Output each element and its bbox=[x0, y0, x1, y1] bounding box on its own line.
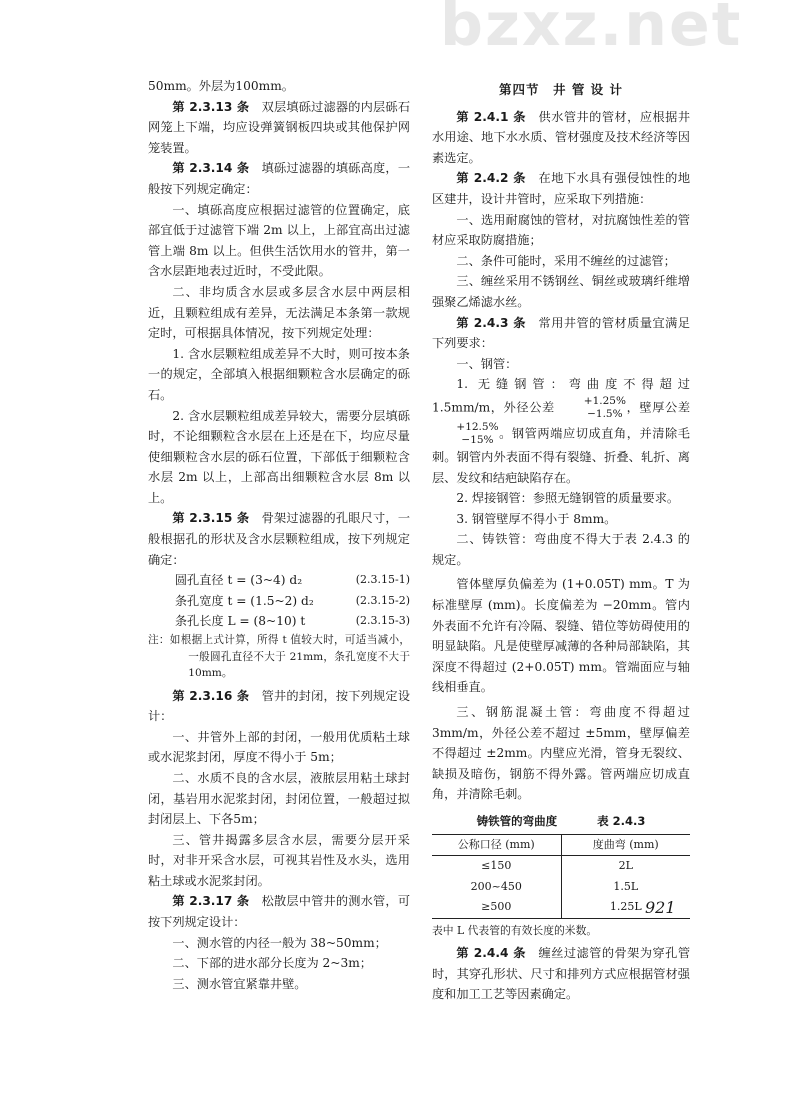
table-row bbox=[432, 856, 690, 877]
outer-diameter-tolerance bbox=[559, 395, 626, 421]
clause: 一、选用耐腐蚀的管材，对抗腐蚀性差的管材应采取防腐措施； bbox=[432, 212, 690, 248]
clause: 二、非均质含水层或多层含水层中两层相近，且颗粒组成有差异，无法满足本条第一款规定时，可根据具体情况，按下列规定处理： bbox=[148, 284, 410, 341]
section-title: 第四节 井 管 设 计 bbox=[498, 82, 624, 97]
paragraph: 50mm。外层为100mm。 bbox=[148, 79, 294, 93]
clause: 三、缠丝采用不锈钢丝、铜丝或玻璃纤维增强聚乙烯滤水丝。 bbox=[432, 274, 690, 309]
watermark: bzxz.net bbox=[440, 0, 743, 60]
table-cell: ≥500 bbox=[432, 897, 561, 918]
article-number: 第 2.3.15 条 bbox=[172, 511, 250, 526]
sub-clause: 2. 含水层颗粒组成差异较大，需要分层填砾时，不论细颗粒含水层在上还是在下，均应尽量使细颗粒含水层的砾石位置，下部低于细颗粒含水层 2m 以上，上部高出细颗粒含水层 8m 以上。 bbox=[148, 408, 410, 505]
formula-2 bbox=[148, 591, 410, 612]
article-number: 第 2.3.17 条 bbox=[172, 894, 250, 909]
table-cell: 1.5L bbox=[613, 879, 639, 893]
article-2-3-17 bbox=[148, 891, 410, 932]
table-caption bbox=[432, 811, 690, 832]
table-cell: 1.25L bbox=[561, 897, 690, 918]
article-number: 第 2.4.4 条 bbox=[456, 945, 526, 960]
page-number: 921 bbox=[645, 898, 676, 917]
formula-number: (2.3.15-2) bbox=[355, 593, 410, 607]
formula-text: 条孔长度 L = (8~10) t bbox=[174, 614, 306, 629]
formula-note: 注：如根据上式计算，所得 t 值较大时，可适当减小，一般圆孔直径不大于 21mm，条孔宽度不大于 10mm。 bbox=[148, 634, 410, 680]
article-2-3-15 bbox=[148, 508, 410, 570]
table-header: 度曲弯 (mm) bbox=[561, 834, 690, 856]
formula-number: (2.3.15-3) bbox=[355, 614, 410, 628]
clause: 二、铸铁管：弯曲度不得大于表 2.4.3 的规定。 bbox=[432, 532, 690, 567]
table-title: 铸铁管的弯曲度 bbox=[476, 814, 558, 828]
table-header: 公称口径 (mm) bbox=[432, 834, 561, 856]
right-column bbox=[432, 76, 690, 1005]
clause: 三、钢筋混凝土管：弯曲度不得超过 3mm/m，外径公差不超过 ±5mm，壁厚偏差不得超过 ±2mm。内壁应光滑，管身无裂纹、缺损及暗伤，钢筋不得外露。管两端应切成直角，并清除毛刺。 bbox=[432, 705, 690, 802]
article-text: 填砾过滤器的填砾高度，一般按下列规定确定： bbox=[148, 161, 411, 196]
article-number: 第 2.3.16 条 bbox=[172, 688, 250, 703]
article-text: 供水管井的管材，应根据井水用途、地下水水质、管材强度及技术经济等因素选定。 bbox=[432, 109, 691, 165]
article-2-4-1 bbox=[432, 107, 690, 169]
article-text: 常用井管的管材质量宜满足下列要求： bbox=[432, 315, 691, 351]
formula-number: (2.3.15-1) bbox=[355, 573, 410, 587]
table-cell: 2L bbox=[618, 859, 633, 873]
clause: 一、测水管的内径一般为 38~50mm； bbox=[172, 935, 387, 950]
clause: 二、条件可能时，采用不缠丝的过滤管； bbox=[456, 253, 676, 268]
article-number: 第 2.4.1 条 bbox=[456, 109, 526, 124]
clause: 一、钢管： bbox=[456, 356, 518, 371]
formula-3 bbox=[148, 611, 410, 632]
formula-text: 圆孔直径 t = (3~4) d₂ bbox=[174, 573, 303, 588]
article-2-3-13 bbox=[148, 97, 410, 159]
article-text: 双层填砾过滤器的内层砾石网笼上下端，均应设弹簧钢板四块或其他保护网笼装置。 bbox=[148, 99, 411, 155]
paragraph: 管体壁厚负偏差为 (1+0.05T) mm。T 为标准壁厚 (mm)。长度偏差为 −20mm。管内外表面不允许有冷隔、裂缝、错位等妨碍使用的明显缺陷。凡是使壁厚减薄的各种局部缺陷，其深度不得超过 (2+0.05T) mm。管端面应与轴线相垂直。 bbox=[432, 577, 690, 695]
table-row bbox=[432, 877, 690, 898]
clause: 三、测水管宜紧靠井壁。 bbox=[172, 976, 307, 991]
table-number: 表 2.4.3 bbox=[597, 814, 646, 828]
article-number: 第 2.4.2 条 bbox=[456, 171, 526, 186]
article-2-3-16 bbox=[148, 686, 410, 727]
article-2-4-4 bbox=[432, 943, 690, 1005]
article-text: 缠丝过滤管的骨架为穿孔管时，其穿孔形状、尺寸和排列方式应根据管材强度和加工工艺等因素确定。 bbox=[432, 945, 691, 1002]
article-text: 管井的封闭，按下列规定设计： bbox=[148, 688, 411, 724]
clause-text: ，壁厚公差 bbox=[625, 400, 691, 415]
tolerance-upper: +1.25% bbox=[583, 394, 626, 407]
table-cell: ≤150 bbox=[432, 856, 561, 877]
tolerance-lower: −15% bbox=[461, 433, 494, 446]
clause: 一、井管外上部的封闭，一般用优质粘土球或水泥浆封闭，厚度不得小于 5m； bbox=[148, 729, 410, 765]
left-column bbox=[148, 76, 410, 994]
article-2-4-2 bbox=[432, 168, 690, 209]
table-note: 表中 L 代表管的有效长度的米数。 bbox=[432, 923, 598, 937]
sub-clause: 1. 含水层颗粒组成差异不大时，则可按本条一的规定，全部填入根据细颗粒含水层确定的砾石。 bbox=[148, 346, 410, 402]
article-text: 骨架过滤器的孔眼尺寸，一般根据孔的形状及含水层颗粒组成，按下列规定确定： bbox=[148, 511, 411, 567]
sub-clause: 3. 钢管壁厚不得小于 8mm。 bbox=[456, 511, 617, 526]
wall-thickness-tolerance bbox=[432, 421, 499, 447]
clause-text: 。钢管两端应切成直角，并清除毛刺。钢管内外表面不得有裂缝、折叠、轧折、离层、发纹和结疤缺陷存在。 bbox=[432, 426, 690, 485]
article-number: 第 2.3.14 条 bbox=[172, 161, 250, 176]
article-text: 在地下水具有强侵蚀性的地区建井，设计井管时，应采取下列措施： bbox=[432, 171, 691, 206]
table-cell: 200~450 bbox=[432, 877, 561, 898]
formula-1 bbox=[148, 570, 410, 591]
clause: 一、填砾高度应根据过滤管的位置确定，底部宜低于过滤管下端 2m 以上，上部宜高出过滤管上端 8m 以上。但供生活饮用水的管井，第一含水层距地表过近时，不受此限。 bbox=[148, 202, 410, 279]
article-number: 第 2.3.13 条 bbox=[172, 99, 250, 114]
formula-text: 条孔宽度 t = (1.5~2) d₂ bbox=[174, 593, 314, 608]
table-header-row bbox=[432, 834, 690, 856]
article-number: 第 2.4.3 条 bbox=[456, 315, 526, 330]
clause: 三、管井揭露多层含水层，需要分层开采时，对非开采含水层，可视其岩性及水头，选用粘土球或水泥浆封闭。 bbox=[148, 832, 410, 888]
article-text: 松散层中管井的测水管，可按下列规定设计： bbox=[148, 894, 411, 930]
clause: 二、水质不良的含水层，液脓层用粘土球封闭，基岩用水泥浆封闭，封闭位置，一般超过拟封闭层上、下各5m； bbox=[148, 770, 410, 827]
clause: 二、下部的进水部分长度为 2~3m； bbox=[172, 956, 372, 971]
article-2-3-14 bbox=[148, 158, 410, 199]
sub-clause: 2. 焊接钢管：参照无缝钢管的质量要求。 bbox=[456, 491, 680, 506]
clause-text: 1. 无缝钢管：弯曲度不得超过 1.5mm/m，外径公差 bbox=[432, 377, 690, 415]
tolerance-upper: +12.5% bbox=[456, 420, 499, 433]
tolerance-lower: −1.5% bbox=[587, 407, 623, 420]
article-2-4-3 bbox=[432, 313, 690, 354]
sub-clause-seamless-pipe bbox=[432, 374, 690, 488]
